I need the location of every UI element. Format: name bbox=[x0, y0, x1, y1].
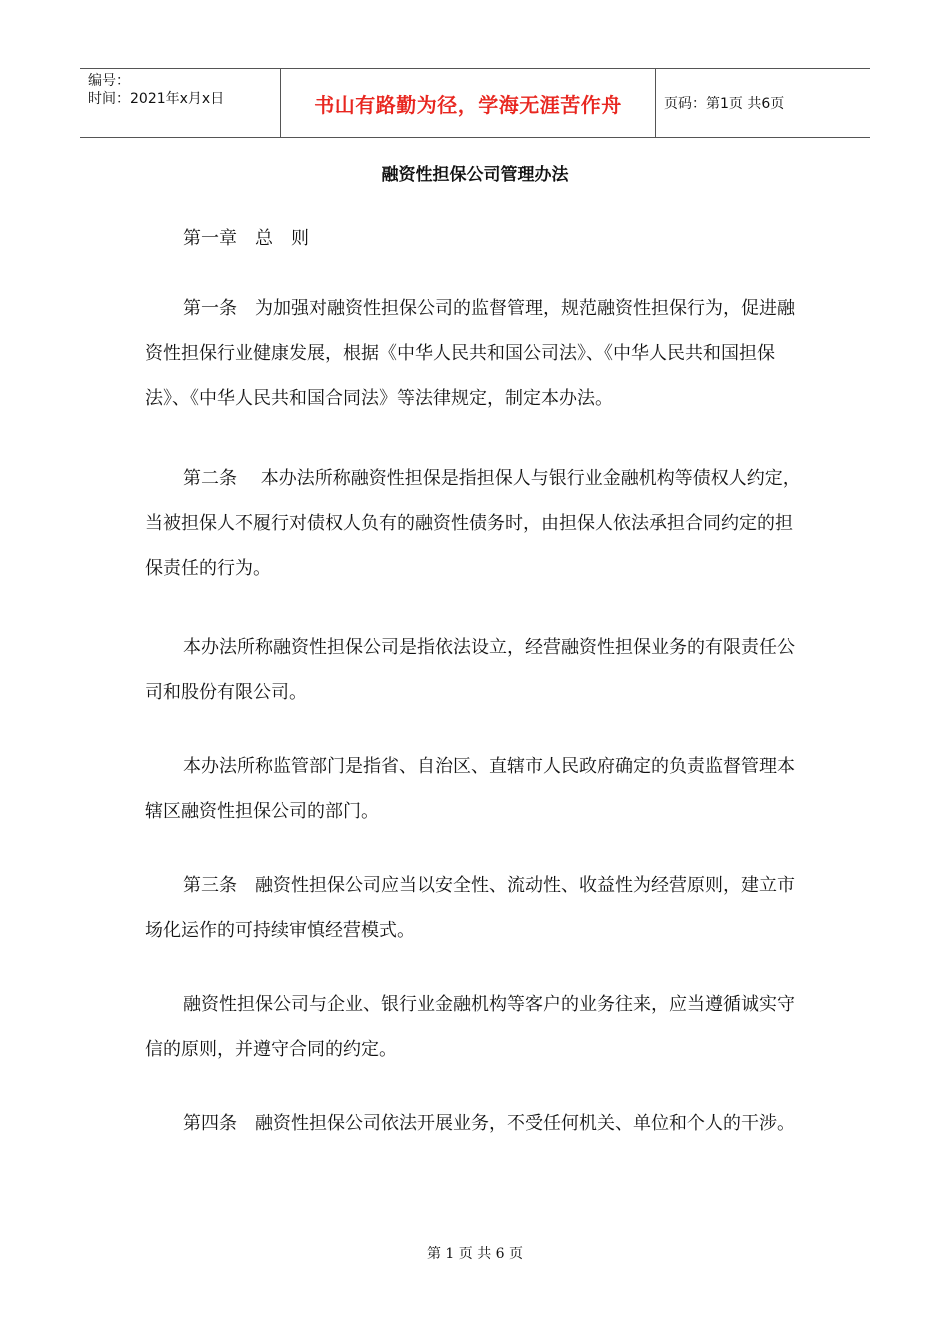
page-code: 页码：第1页 共6页 bbox=[664, 96, 785, 112]
header-page-code-cell bbox=[654, 69, 870, 137]
chapter-heading: 第一章 总 则 bbox=[183, 228, 309, 249]
paragraph-text: 第二条 本办法所称融资性担保是指担保人与银行业金融机构等债权人约定，当被担保人不履行对债权人负有的融资性债务时，由担保人依法承担合同约定的担保责任的行为。 bbox=[145, 468, 801, 579]
paragraph-7 bbox=[145, 1101, 805, 1146]
header-motto-cell bbox=[280, 69, 656, 137]
motto: 书山有路勤为径，学海无涯苦作舟 bbox=[314, 92, 622, 117]
header-meta bbox=[80, 69, 280, 137]
paragraph-3 bbox=[145, 625, 805, 715]
page-footer: 第 1 页 共 6 页 bbox=[426, 1246, 524, 1262]
time-label: 时间：2021年x月x日 bbox=[88, 91, 225, 107]
number-label: 编号： bbox=[88, 73, 130, 89]
paragraph-text: 本办法所称融资性担保公司是指依法设立，经营融资性担保业务的有限责任公司和股份有限公司。 bbox=[145, 637, 795, 703]
page-header bbox=[80, 68, 870, 138]
paragraph-text: 第一条 为加强对融资性担保公司的监督管理，规范融资性担保行为，促进融资性担保行业健康发展，根据《中华人民共和国公司法》、《中华人民共和国担保法》、《中华人民共和国合同法》等法律规定，制定本办法。 bbox=[145, 298, 795, 409]
paragraph-6 bbox=[145, 982, 805, 1072]
paragraph-4 bbox=[145, 744, 805, 834]
paragraph-text: 第四条 融资性担保公司依法开展业务，不受任何机关、单位和个人的干涉。 bbox=[183, 1113, 795, 1134]
paragraph-text: 本办法所称监管部门是指省、自治区、直辖市人民政府确定的负责监督管理本辖区融资性担保公司的部门。 bbox=[145, 756, 795, 822]
document-title: 融资性担保公司管理办法 bbox=[381, 165, 569, 185]
paragraph-2 bbox=[145, 456, 805, 591]
paragraph-text: 第三条 融资性担保公司应当以安全性、流动性、收益性为经营原则，建立市场化运作的可持续审慎经营模式。 bbox=[145, 875, 795, 941]
paragraph-text: 融资性担保公司与企业、银行业金融机构等客户的业务往来，应当遵循诚实守信的原则，并遵守合同的约定。 bbox=[145, 994, 795, 1060]
paragraph-1 bbox=[145, 286, 805, 421]
paragraph-5 bbox=[145, 863, 805, 953]
